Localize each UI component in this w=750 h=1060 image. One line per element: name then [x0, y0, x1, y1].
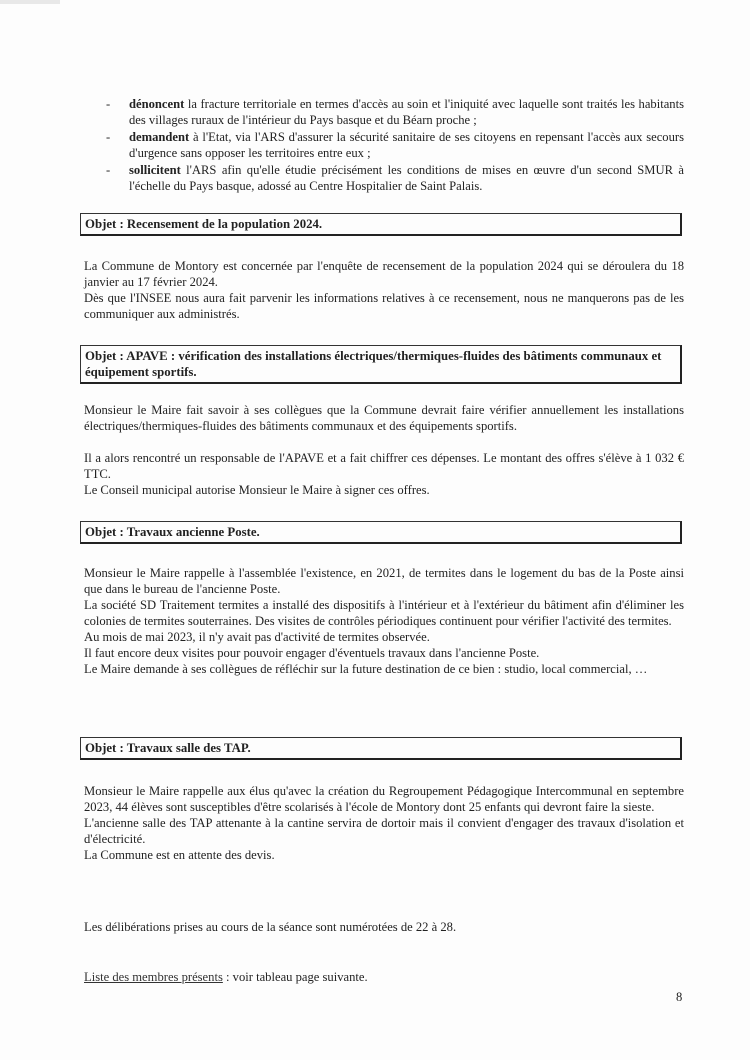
list-item: - dénoncent la fracture territoriale en termes d'accès au soin et l'iniquité avec laquelle sont traités les habitants des villages ruraux de l'intérieur du Pays basque et du Béarn proche ; — [106, 97, 684, 127]
section-body-apave: Monsieur le Maire fait savoir à ses collègues que la Commune devrait faire vérifier annuellement les installations électriques/thermiques-fluides des bâtiments communaux et des équipements sportifs. Il a alors rencontré un responsable de l'APAVE et a fait chiffrer ces dépenses. Le montant des offres s'élève à 1 032 € TTC. Le Conseil municipal autorise Monsieur le Maire à signer ces offres. — [84, 403, 684, 497]
list-item: - sollicitent l'ARS afin qu'elle étudie précisément les conditions de mises en œuvre d'un second SMUR à l'échelle du Pays basque, adossé au Centre Hospitalier de Saint Palais. — [106, 163, 684, 193]
deliberations-note: Les délibérations prises au cours de la séance sont numérotées de 22 à 28. — [84, 920, 457, 934]
section-body-poste: Monsieur le Maire rappelle à l'assemblée l'existence, en 2021, de termites dans le logement du bas de la Poste ainsi que dans le bureau de l'ancienne Poste. La société SD Traitement termites a installé des dispositifs à l'intérieur et à l'extérieur du bâtiment afin d'éliminer les colonies de termites souterraines. Des visites de contrôles périodiques continuent pour vérifier l'activité des termites. Au mois de mai 2023, il n'y avait pas d'activité de termites observée. Il faut encore deux visites pour pouvoir engager d'éventuels travaux dans l'ancienne Poste. Le Maire demande à ses collègues de réfléchir sur la future destination de ce bien : studio, local commercial, … — [84, 566, 684, 676]
section-title-tap: Objet : Travaux salle des TAP. — [80, 737, 682, 760]
resolution-list — [84, 96, 684, 195]
section-body-recensement: La Commune de Montory est concernée par l'enquête de recensement de la population 2024 qui se déroulera du 18 janvier au 17 février 2024. Dès que l'INSEE nous aura fait parvenir les informations relatives à ce recensement, nous ne manquerons pas de les communiquer aux administrés. — [84, 259, 684, 321]
section-title-recensement: Objet : Recensement de la population 2024. — [80, 213, 682, 236]
section-title-apave: Objet : APAVE : vérification des installations électriques/thermiques-fluides des bâtiments communaux et équipement sportifs. — [80, 345, 682, 384]
members-note: Liste des membres présents : voir tableau page suivante. — [84, 970, 368, 984]
section-title-poste: Objet : Travaux ancienne Poste. — [80, 521, 682, 544]
page-number: 8 — [676, 990, 683, 1004]
list-item: - demandent à l'Etat, via l'ARS d'assurer la sécurité sanitaire de ses citoyens en repensant l'accès aux secours d'urgence sans opposer les territoires entre eux ; — [106, 130, 684, 160]
members-link[interactable]: Liste des membres présents — [84, 970, 223, 984]
scan-artifact — [0, 0, 60, 4]
section-body-tap: Monsieur le Maire rappelle aux élus qu'avec la création du Regroupement Pédagogique Intercommunal en septembre 2023, 44 élèves sont susceptibles d'être scolarisés à l'école de Montory dont 25 enfants qui devront faire la sieste. L'ancienne salle des TAP attenante à la cantine servira de dortoir mais il convient d'engager des travaux d'isolation et d'électricité. La Commune est en attente des devis. — [84, 784, 684, 862]
